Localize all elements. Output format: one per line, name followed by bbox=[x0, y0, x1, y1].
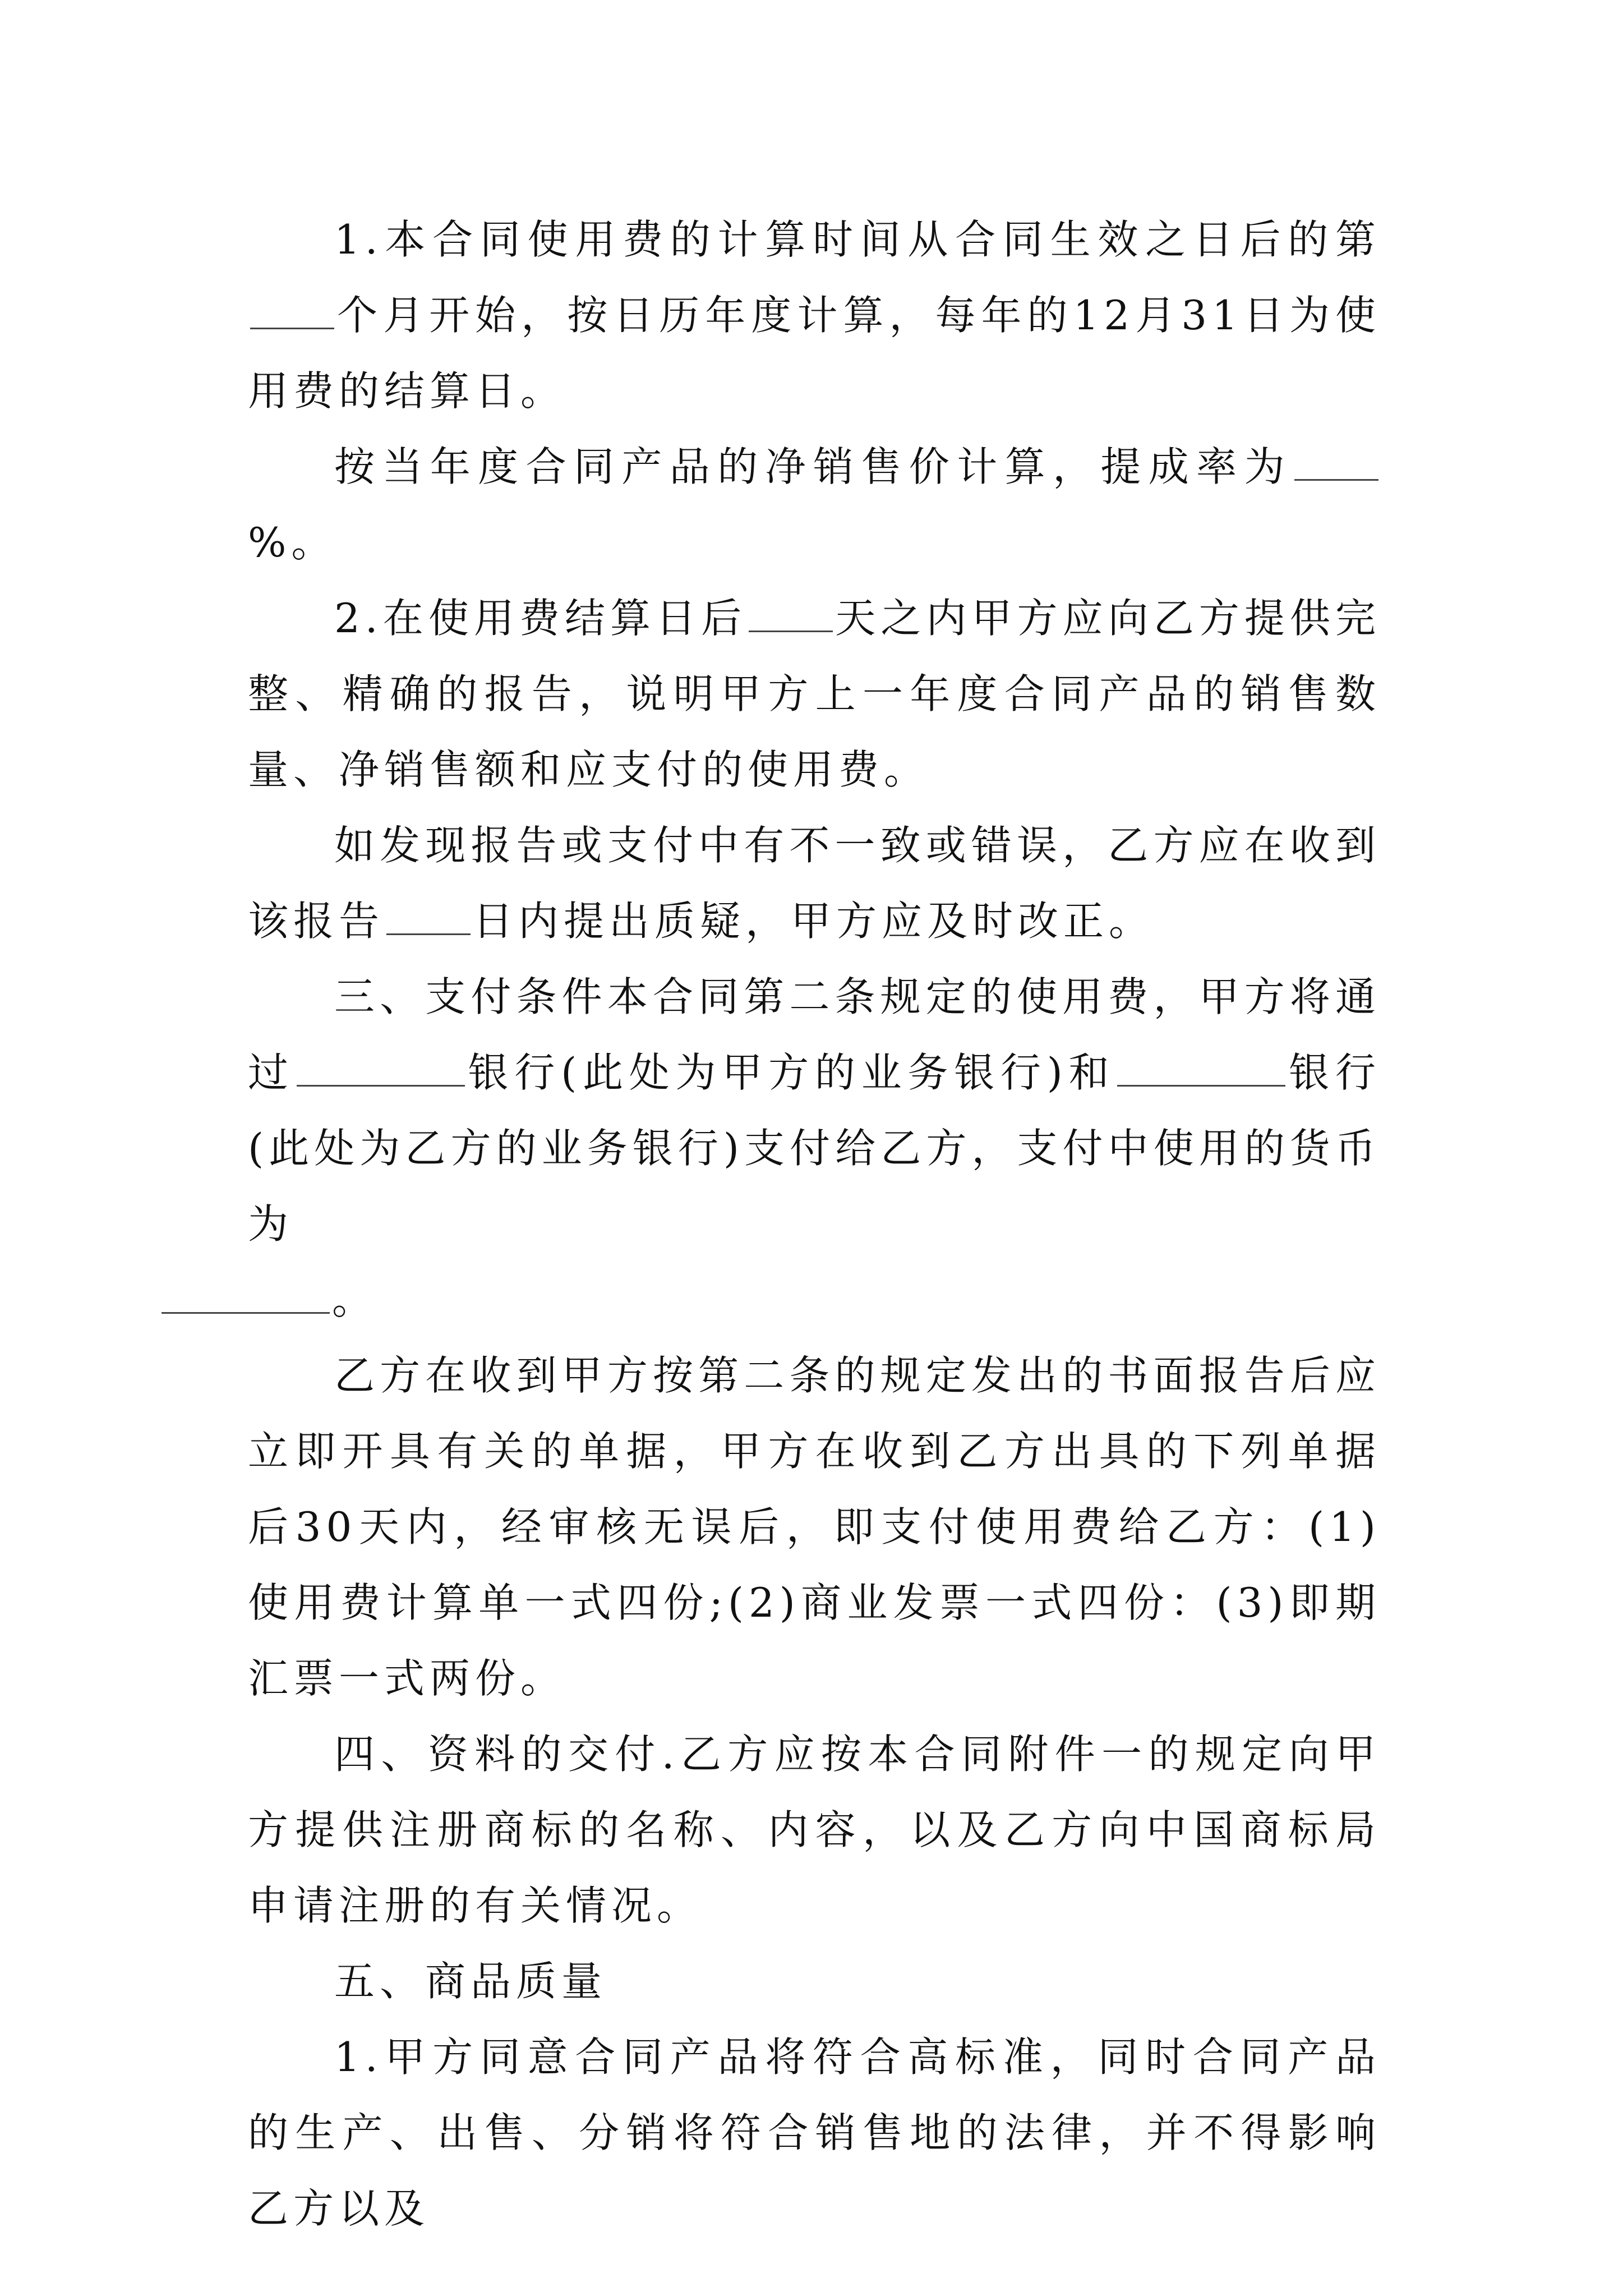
text-segment: 天之内甲方应向乙方提供完整、精确的报告，说明甲方上一年度合同产品的销售数量、净销售额和应支付的使用费。 bbox=[248, 595, 1381, 793]
text-segment: 1.甲方同意合同产品将符合高标准，同时合同产品的生产、出售、分销将符合销售地的法律，并不得影响乙方以及 bbox=[248, 2033, 1381, 2232]
text-segment: %。 bbox=[248, 519, 337, 566]
text-segment: 四、资料的交付.乙方应按本合同附件一的规定向甲方提供注册商标的名称、内容，以及乙方向中国商标局申请注册的有关情况。 bbox=[248, 1731, 1381, 1929]
paragraph-report-objection bbox=[248, 808, 1381, 959]
text-segment: 银行(此处为甲方的业务银行)和 bbox=[467, 1049, 1115, 1096]
fill-in-blank[interactable] bbox=[297, 1079, 465, 1087]
paragraph-usage-fee-start bbox=[248, 202, 1381, 429]
text-segment: 个月开始，按日历年度计算，每年的12月31日为使用费的结算日。 bbox=[248, 292, 1381, 415]
paragraph-payment-documents bbox=[248, 1338, 1381, 1717]
text-segment: 日内提出质疑，甲方应及时改正。 bbox=[473, 898, 1155, 945]
fill-in-blank[interactable] bbox=[1294, 473, 1378, 481]
paragraph-quality-standard bbox=[248, 2019, 1381, 2247]
text-segment: 如发现报告或支付中有不一致或错误，乙方应在收到该报告 bbox=[248, 822, 1381, 945]
paragraph-report-deadline bbox=[248, 581, 1381, 808]
fill-in-blank[interactable] bbox=[162, 1306, 330, 1314]
fill-in-blank[interactable] bbox=[250, 322, 334, 329]
text-segment: 按当年度合同产品的净销售价计算，提成率为 bbox=[334, 443, 1292, 490]
contract-page bbox=[248, 202, 1381, 2247]
fill-in-blank[interactable] bbox=[1117, 1079, 1285, 1087]
fill-in-blank[interactable] bbox=[386, 928, 471, 935]
text-segment: 三、支付条件本合同第二条规定的使用费，甲方将通过 bbox=[248, 973, 1381, 1096]
paragraph-commission-rate bbox=[248, 429, 1381, 581]
text-segment: 2.在使用费结算日后 bbox=[334, 595, 747, 642]
text-segment: 1.本合同使用费的计算时间从合同生效之日后的第 bbox=[334, 216, 1381, 263]
text-segment: 五、商品质量 bbox=[334, 1958, 607, 2005]
fill-in-blank[interactable] bbox=[749, 625, 833, 632]
text-segment: 。 bbox=[332, 1276, 378, 1323]
paragraph-payment-terms bbox=[248, 959, 1381, 1338]
section-heading-product-quality bbox=[248, 1944, 1381, 2019]
text-segment: 乙方在收到甲方按第二条的规定发出的书面报告后应立即开具有关的单据，甲方在收到乙方出具的下列单据后30天内，经审核无误后，即支付使用费给乙方：(1)使用费计算单一式四份;(2)商业发票一式四份：(3)即期汇票一式两份。 bbox=[248, 1352, 1381, 1702]
paragraph-materials-delivery bbox=[248, 1717, 1381, 1944]
text-segment: 银行(此处为乙方的业务银行)支付给乙方，支付中使用的货币为 bbox=[248, 1049, 1381, 1248]
